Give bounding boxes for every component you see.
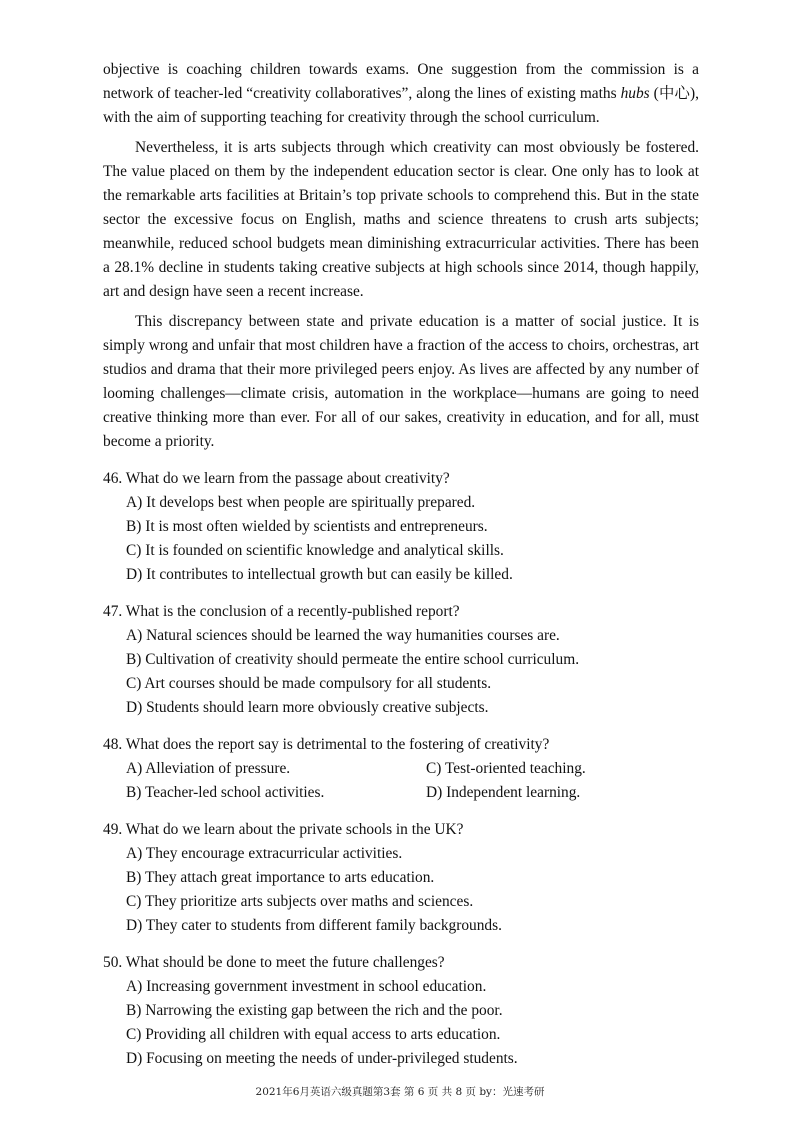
- option-b: B) It is most often wielded by scientists and entrepreneurs.: [126, 518, 488, 535]
- passage-paragraph-2: Nevertheless, it is arts subjects through which creativity can most obviously be fostered. The value placed on them by the independent education sector is clear. One only has to look at the remarkable arts facilities at Britain’s top private schools to comprehend this. But in the state sector the excessive focus on English, maths and science threatens to crush arts subjects; meanwhile, reduced school budgets mean diminishing extracurricular activities. There has been a 28.1% decline in students taking creative subjects at high schools since 2014, though happily, art and design have seen a recent increase.: [103, 139, 699, 300]
- option-a: A) Increasing government investment in school education.: [126, 978, 487, 995]
- question-stem: 47. What is the conclusion of a recently-published report?: [103, 603, 460, 620]
- passage-paragraph-1: [103, 58, 699, 130]
- page-footer: 2021年6月英语六级真题第3套 第 6 页 共 8 页 by：光速考研: [255, 1086, 545, 1098]
- passage-paragraph-3: This discrepancy between state and private education is a matter of social justice. It is simply wrong and unfair that most children have a fraction of the access to choirs, orchestras, art studios and drama that their more privileged peers enjoy. As lives are affected by any number of looming challenges—climate crisis, automation in the workplace—humans are going to need creative thinking more than ever. For all of our sakes, creativity in education, and for all, must become a priority.: [103, 313, 699, 450]
- option-a: A) Alleviation of pressure.: [126, 760, 291, 777]
- question-list: [103, 467, 699, 1071]
- option-a: A) Natural sciences should be learned the way humanities courses are.: [126, 627, 560, 644]
- question-48: [103, 733, 699, 805]
- option-d: D) Independent learning.: [426, 784, 581, 801]
- option-d: D) It contributes to intellectual growth but can easily be killed.: [126, 566, 513, 583]
- option-c: C) Providing all children with equal access to arts education.: [126, 1026, 501, 1043]
- question-stem: 50. What should be done to meet the future challenges?: [103, 954, 445, 971]
- option-c: C) Test-oriented teaching.: [426, 760, 586, 777]
- option-d: D) Students should learn more obviously creative subjects.: [126, 699, 489, 716]
- reading-passage: [103, 58, 699, 454]
- option-d: D) Focusing on meeting the needs of under-privileged students.: [126, 1050, 518, 1067]
- question-47: [103, 600, 699, 720]
- option-c: C) They prioritize arts subjects over maths and sciences.: [126, 893, 474, 910]
- question-46: [103, 467, 699, 587]
- question-stem: 49. What do we learn about the private schools in the UK?: [103, 821, 464, 838]
- question-50: [103, 951, 699, 1071]
- exam-page: [103, 58, 699, 1071]
- option-b: B) Cultivation of creativity should permeate the entire school curriculum.: [126, 651, 580, 668]
- option-c: C) It is founded on scientific knowledge and analytical skills.: [126, 542, 504, 559]
- paragraph-1-text-before: objective is coaching children towards exams. One suggestion from the commission is a network of teacher-led “creativity collaboratives”, along the lines of existing maths: [103, 61, 699, 102]
- paragraph-1-text-after: (中心), with the aim of supporting teaching for creativity through the school curriculum.: [103, 85, 699, 126]
- option-a: A) They encourage extracurricular activities.: [126, 845, 403, 862]
- option-c: C) Art courses should be made compulsory for all students.: [126, 675, 492, 692]
- question-49: [103, 818, 699, 938]
- option-d: D) They cater to students from different family backgrounds.: [126, 917, 502, 934]
- option-b: B) Narrowing the existing gap between the rich and the poor.: [126, 1002, 503, 1019]
- option-b: B) They attach great importance to arts education.: [126, 869, 435, 886]
- option-b: B) Teacher-led school activities.: [126, 784, 325, 801]
- paragraph-1-italic-term: hubs: [620, 85, 650, 102]
- option-a: A) It develops best when people are spiritually prepared.: [126, 494, 476, 511]
- question-stem: 46. What do we learn from the passage about creativity?: [103, 470, 450, 487]
- question-stem: 48. What does the report say is detrimental to the fostering of creativity?: [103, 736, 550, 753]
